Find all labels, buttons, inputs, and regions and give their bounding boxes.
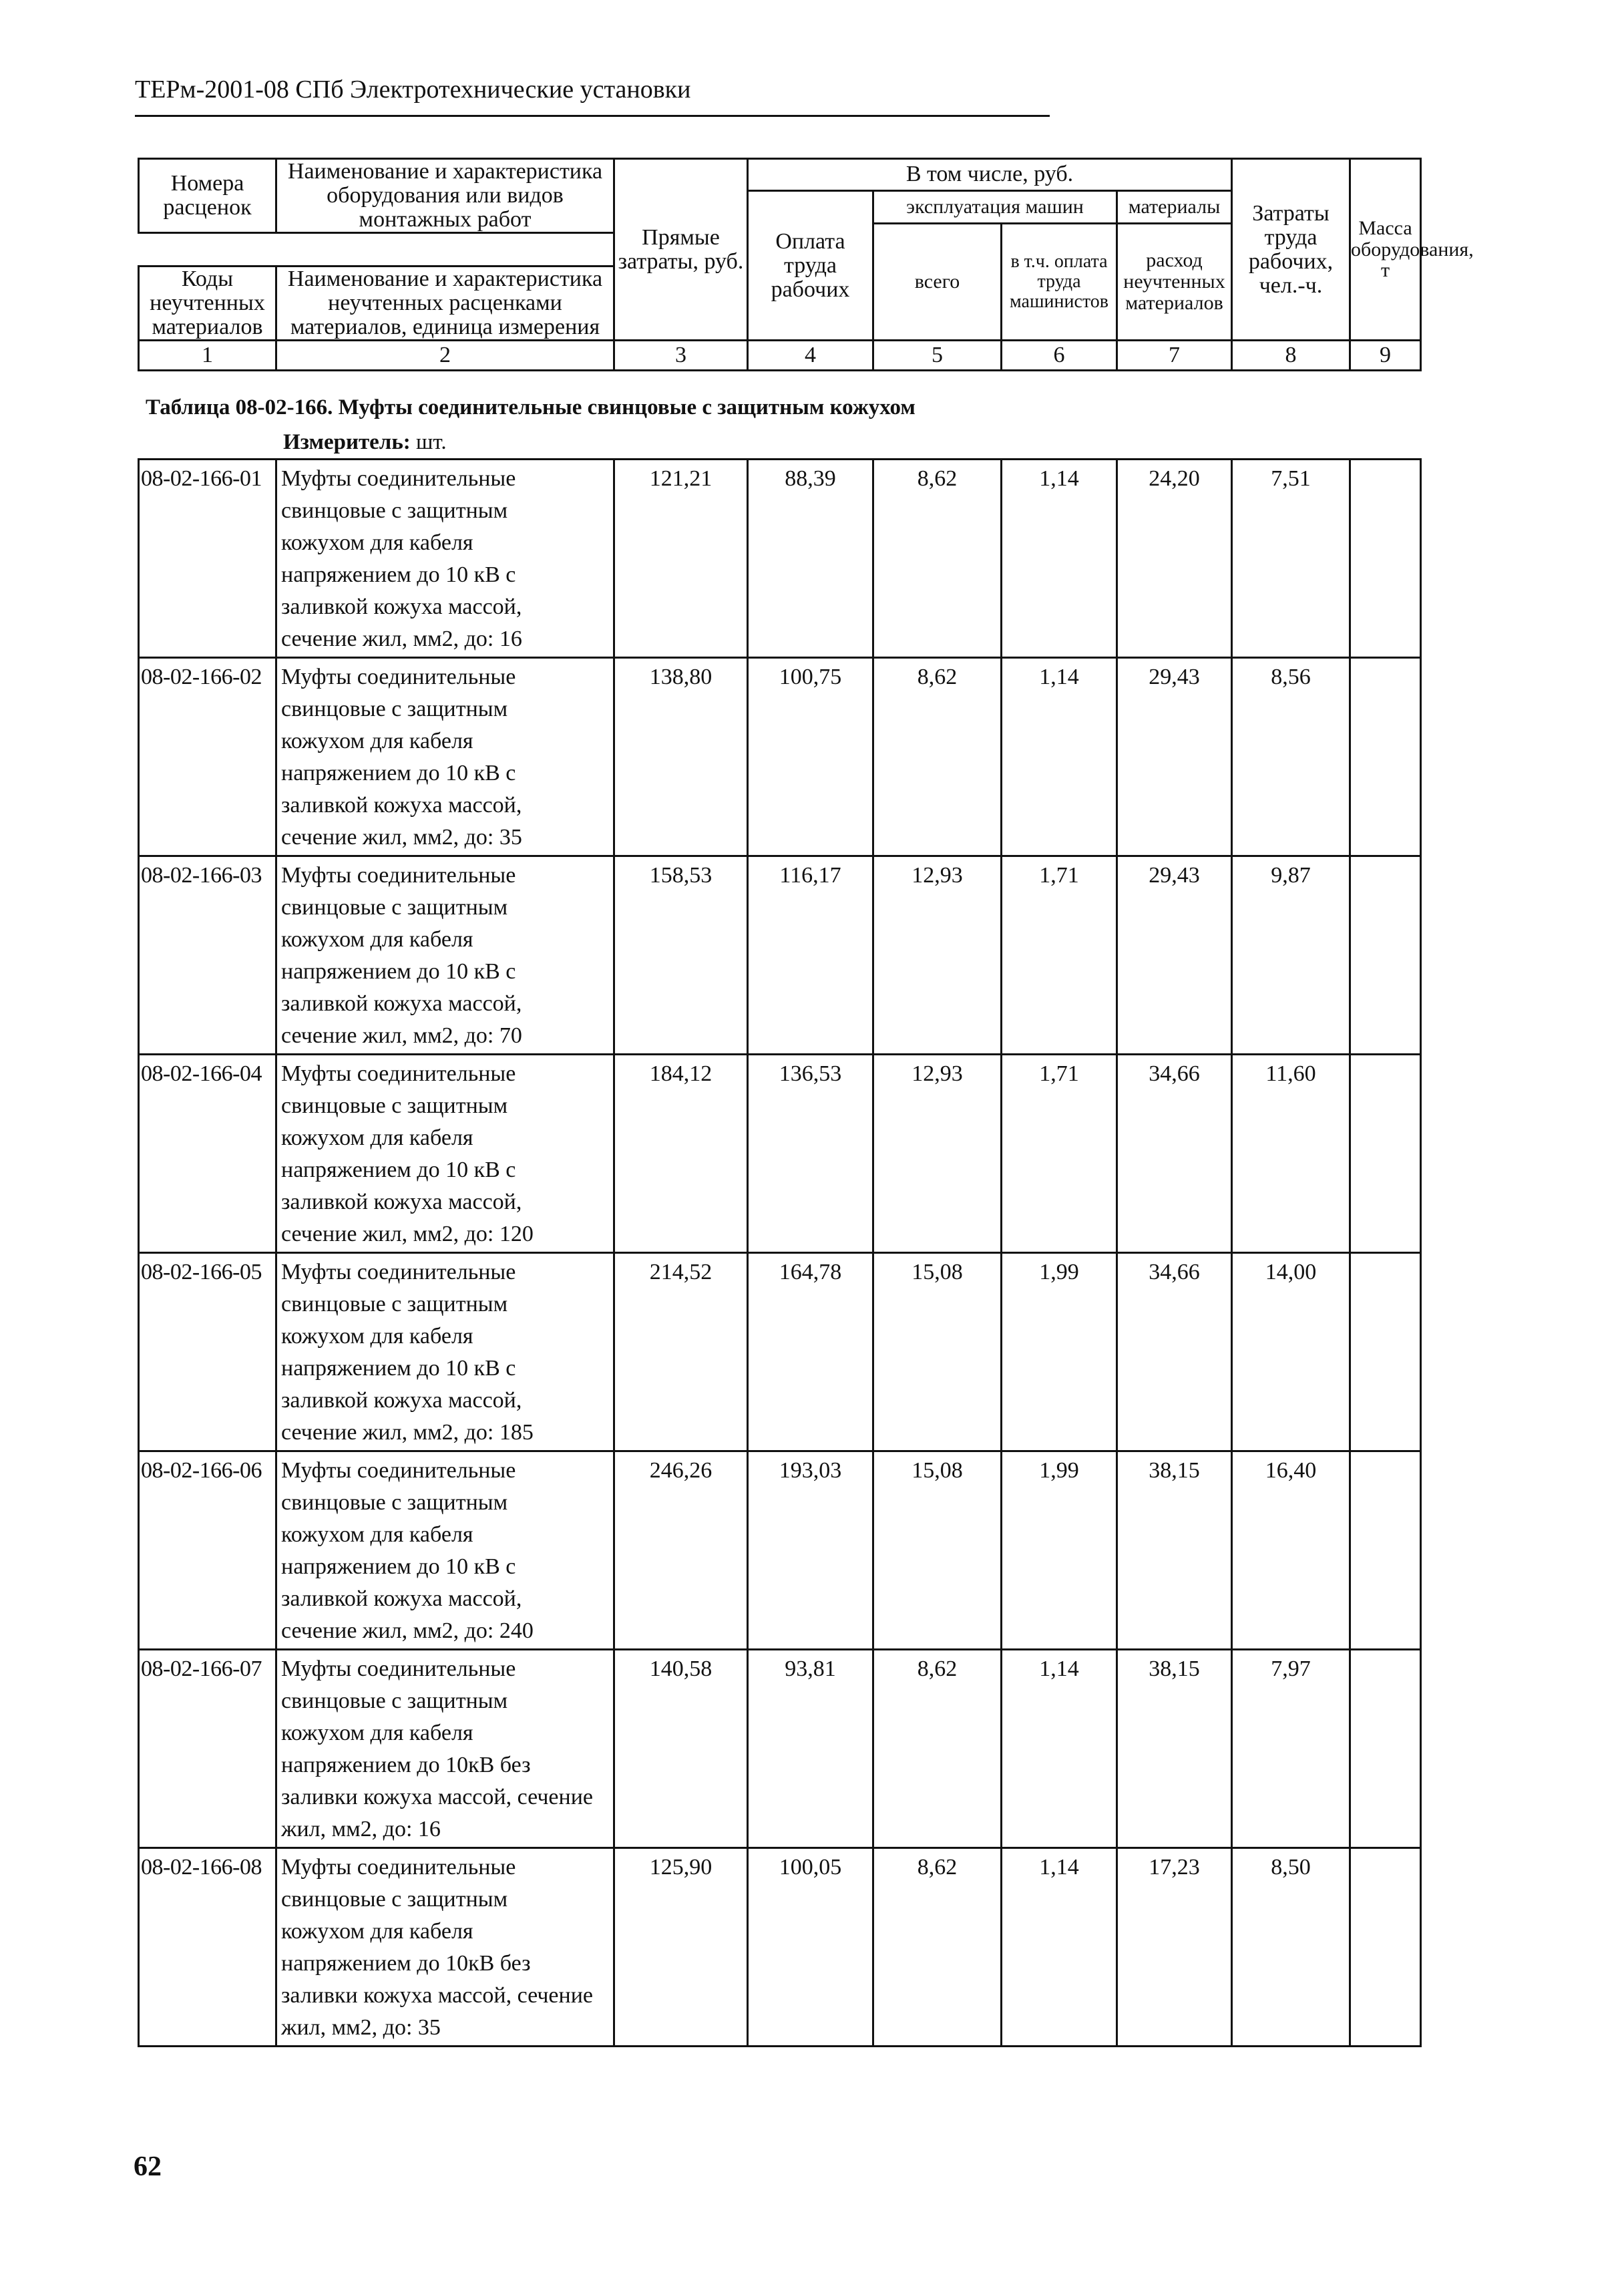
materials-cost-cell: 34,66 <box>1117 1055 1232 1253</box>
description-line: сечение жил, мм2, до: 120 <box>281 1222 534 1246</box>
machinists-cost-cell: 1,71 <box>1002 856 1117 1055</box>
description-line: свинцовые с защитным <box>281 895 508 920</box>
materials-cost-cell: 24,20 <box>1117 460 1232 658</box>
machinists-cost-cell: 1,71 <box>1002 1055 1117 1253</box>
table-row <box>139 1451 1421 1650</box>
description-line: Муфты соединительные <box>281 1656 516 1681</box>
description-line: Муфты соединительные <box>281 466 516 491</box>
description-cell <box>276 460 614 658</box>
description-line: Муфты соединительные <box>281 1855 516 1880</box>
description-line: свинцовые с защитным <box>281 1887 508 1912</box>
header-machines: эксплуатация машин <box>873 191 1117 224</box>
header-col2-top: Наименование и характеристика оборудования или видов монтажных работ <box>276 159 614 233</box>
header-col5: всего <box>873 223 1002 341</box>
header-materials: материалы <box>1117 191 1232 224</box>
description-line: кожухом для кабеля <box>281 729 473 753</box>
header-col1-top: Номера расценок <box>139 159 276 233</box>
direct-cost-cell: 140,58 <box>614 1650 748 1848</box>
direct-cost-cell: 138,80 <box>614 658 748 856</box>
materials-cost-cell: 29,43 <box>1117 658 1232 856</box>
direct-cost-cell: 158,53 <box>614 856 748 1055</box>
description-line: сечение жил, мм2, до: 16 <box>281 627 522 651</box>
machines-cost-cell: 15,08 <box>873 1253 1002 1451</box>
description-cell <box>276 1253 614 1451</box>
direct-cost-cell: 214,52 <box>614 1253 748 1451</box>
description-line: Муфты соединительные <box>281 863 516 888</box>
description-line: заливкой кожуха массой, <box>281 991 522 1016</box>
rate-code-cell: 08-02-166-02 <box>139 658 276 856</box>
description-cell <box>276 856 614 1055</box>
description-line: свинцовые с защитным <box>281 697 508 721</box>
equipment-mass-cell <box>1350 1451 1421 1650</box>
description-line: напряжением до 10 кВ с <box>281 1158 516 1182</box>
column-number: 8 <box>1232 341 1350 371</box>
description-line: кожухом для кабеля <box>281 530 473 555</box>
rate-code-cell: 08-02-166-05 <box>139 1253 276 1451</box>
column-number: 5 <box>873 341 1002 371</box>
labor-hours-cell: 11,60 <box>1232 1055 1350 1253</box>
description-line: сечение жил, мм2, до: 185 <box>281 1420 534 1445</box>
rate-code-cell: 08-02-166-08 <box>139 1848 276 2047</box>
table-row <box>139 460 1421 658</box>
labor-hours-cell: 7,51 <box>1232 460 1350 658</box>
equipment-mass-cell <box>1350 1253 1421 1451</box>
direct-cost-cell: 121,21 <box>614 460 748 658</box>
column-number: 6 <box>1002 341 1117 371</box>
description-line: свинцовые с защитным <box>281 1093 508 1118</box>
header-col7: расход неучтенных материалов <box>1117 223 1232 341</box>
direct-cost-cell: 246,26 <box>614 1451 748 1650</box>
machinists-cost-cell: 1,99 <box>1002 1253 1117 1451</box>
description-line: заливкой кожуха массой, <box>281 1586 522 1611</box>
column-number: 7 <box>1117 341 1232 371</box>
machines-cost-cell: 8,62 <box>873 1848 1002 2047</box>
description-line: заливкой кожуха массой, <box>281 1388 522 1413</box>
description-line: кожухом для кабеля <box>281 1522 473 1547</box>
equipment-mass-cell <box>1350 856 1421 1055</box>
description-cell <box>276 658 614 856</box>
machines-cost-cell: 12,93 <box>873 856 1002 1055</box>
table-caption: Таблица 08-02-166. Муфты соединительные свинцовые с защитным кожухом <box>146 395 916 419</box>
header-col9: Масса оборудования, т <box>1350 159 1421 341</box>
measurer-value: шт. <box>416 430 447 454</box>
description-line: сечение жил, мм2, до: 70 <box>281 1023 522 1048</box>
description-line: кожухом для кабеля <box>281 1324 473 1349</box>
running-head: ТЕРм-2001-08 СПб Электротехнические установки <box>135 75 691 104</box>
description-cell <box>276 1451 614 1650</box>
table-row <box>139 1055 1421 1253</box>
machines-cost-cell: 12,93 <box>873 1055 1002 1253</box>
table-row <box>139 658 1421 856</box>
direct-cost-cell: 184,12 <box>614 1055 748 1253</box>
equipment-mass-cell <box>1350 1055 1421 1253</box>
direct-cost-cell: 125,90 <box>614 1848 748 2047</box>
description-line: Муфты соединительные <box>281 1260 516 1284</box>
header-number-row <box>139 341 1421 371</box>
rate-code-cell: 08-02-166-01 <box>139 460 276 658</box>
labor-cost-cell: 100,05 <box>748 1848 873 2047</box>
machinists-cost-cell: 1,14 <box>1002 1848 1117 2047</box>
rates-table <box>138 458 1422 2047</box>
description-line: напряжением до 10 кВ с <box>281 761 516 785</box>
rate-code-cell: 08-02-166-06 <box>139 1451 276 1650</box>
measurer-label: Измеритель: <box>283 430 411 454</box>
machinists-cost-cell: 1,99 <box>1002 1451 1117 1650</box>
materials-cost-cell: 38,15 <box>1117 1451 1232 1650</box>
header-rule <box>135 115 1050 117</box>
page-number: 62 <box>134 2151 162 2182</box>
header-col2-bottom: Наименование и характеристика неучтенных расценками материалов, единица измерения <box>276 267 614 341</box>
rate-code-cell: 08-02-166-03 <box>139 856 276 1055</box>
labor-cost-cell: 100,75 <box>748 658 873 856</box>
machinists-cost-cell: 1,14 <box>1002 1650 1117 1848</box>
table-row <box>139 1848 1421 2047</box>
description-line: напряжением до 10 кВ с <box>281 959 516 984</box>
description-line: сечение жил, мм2, до: 240 <box>281 1618 534 1643</box>
machinists-cost-cell: 1,14 <box>1002 460 1117 658</box>
equipment-mass-cell <box>1350 460 1421 658</box>
equipment-mass-cell <box>1350 1848 1421 2047</box>
description-line: сечение жил, мм2, до: 35 <box>281 825 522 850</box>
labor-cost-cell: 193,03 <box>748 1451 873 1650</box>
header-col3: Прямые затраты, руб. <box>614 159 748 341</box>
header-col4: Оплата труда рабочих <box>748 191 873 341</box>
machines-cost-cell: 15,08 <box>873 1451 1002 1650</box>
equipment-mass-cell <box>1350 658 1421 856</box>
labor-cost-cell: 88,39 <box>748 460 873 658</box>
description-line: Муфты соединительные <box>281 665 516 689</box>
description-line: напряжением до 10 кВ с <box>281 562 516 587</box>
labor-hours-cell: 8,50 <box>1232 1848 1350 2047</box>
machines-cost-cell: 8,62 <box>873 658 1002 856</box>
description-line: заливкой кожуха массой, <box>281 594 522 619</box>
header-group: В том числе, руб. <box>748 159 1232 191</box>
materials-cost-cell: 34,66 <box>1117 1253 1232 1451</box>
header-col1-bottom: Коды неучтенных материалов <box>139 267 276 341</box>
labor-hours-cell: 7,97 <box>1232 1650 1350 1848</box>
description-line: жил, мм2, до: 35 <box>281 2015 441 2040</box>
labor-hours-cell: 14,00 <box>1232 1253 1350 1451</box>
description-line: свинцовые с защитным <box>281 1490 508 1515</box>
description-line: заливки кожуха массой, сечение <box>281 1983 594 2008</box>
column-number: 9 <box>1350 341 1421 371</box>
rate-code-cell: 08-02-166-07 <box>139 1650 276 1848</box>
description-cell <box>276 1848 614 2047</box>
description-line: свинцовые с защитным <box>281 498 508 523</box>
labor-cost-cell: 93,81 <box>748 1650 873 1848</box>
header-col6: в т.ч. оплата труда машинистов <box>1002 223 1117 341</box>
machines-cost-cell: 8,62 <box>873 460 1002 658</box>
table-row <box>139 1650 1421 1848</box>
column-number: 4 <box>748 341 873 371</box>
description-line: напряжением до 10кВ без <box>281 1753 531 1777</box>
column-number: 3 <box>614 341 748 371</box>
measurer <box>283 430 447 455</box>
description-line: напряжением до 10кВ без <box>281 1951 531 1976</box>
description-line: кожухом для кабеля <box>281 1125 473 1150</box>
description-line: кожухом для кабеля <box>281 1919 473 1944</box>
description-line: жил, мм2, до: 16 <box>281 1817 441 1841</box>
description-line: заливки кожуха массой, сечение <box>281 1785 594 1809</box>
table-row <box>139 856 1421 1055</box>
description-cell <box>276 1650 614 1848</box>
column-number: 1 <box>139 341 276 371</box>
description-line: свинцовые с защитным <box>281 1292 508 1316</box>
labor-cost-cell: 116,17 <box>748 856 873 1055</box>
description-line: напряжением до 10 кВ с <box>281 1554 516 1579</box>
labor-hours-cell: 8,56 <box>1232 658 1350 856</box>
description-line: свинцовые с защитным <box>281 1689 508 1713</box>
description-line: кожухом для кабеля <box>281 1721 473 1745</box>
labor-hours-cell: 9,87 <box>1232 856 1350 1055</box>
machinists-cost-cell: 1,14 <box>1002 658 1117 856</box>
materials-cost-cell: 17,23 <box>1117 1848 1232 2047</box>
description-line: заливкой кожуха массой, <box>281 793 522 818</box>
materials-cost-cell: 38,15 <box>1117 1650 1232 1848</box>
labor-cost-cell: 136,53 <box>748 1055 873 1253</box>
description-line: кожухом для кабеля <box>281 927 473 952</box>
equipment-mass-cell <box>1350 1650 1421 1848</box>
description-line: Муфты соединительные <box>281 1061 516 1086</box>
labor-cost-cell: 164,78 <box>748 1253 873 1451</box>
labor-hours-cell: 16,40 <box>1232 1451 1350 1650</box>
table-row <box>139 1253 1421 1451</box>
column-number: 2 <box>276 341 614 371</box>
header-table <box>138 158 1474 371</box>
header-col8: Затраты труда рабочих, чел.-ч. <box>1232 159 1350 341</box>
description-cell <box>276 1055 614 1253</box>
description-line: напряжением до 10 кВ с <box>281 1356 516 1381</box>
description-line: заливкой кожуха массой, <box>281 1190 522 1214</box>
machines-cost-cell: 8,62 <box>873 1650 1002 1848</box>
rate-code-cell: 08-02-166-04 <box>139 1055 276 1253</box>
materials-cost-cell: 29,43 <box>1117 856 1232 1055</box>
description-line: Муфты соединительные <box>281 1458 516 1483</box>
